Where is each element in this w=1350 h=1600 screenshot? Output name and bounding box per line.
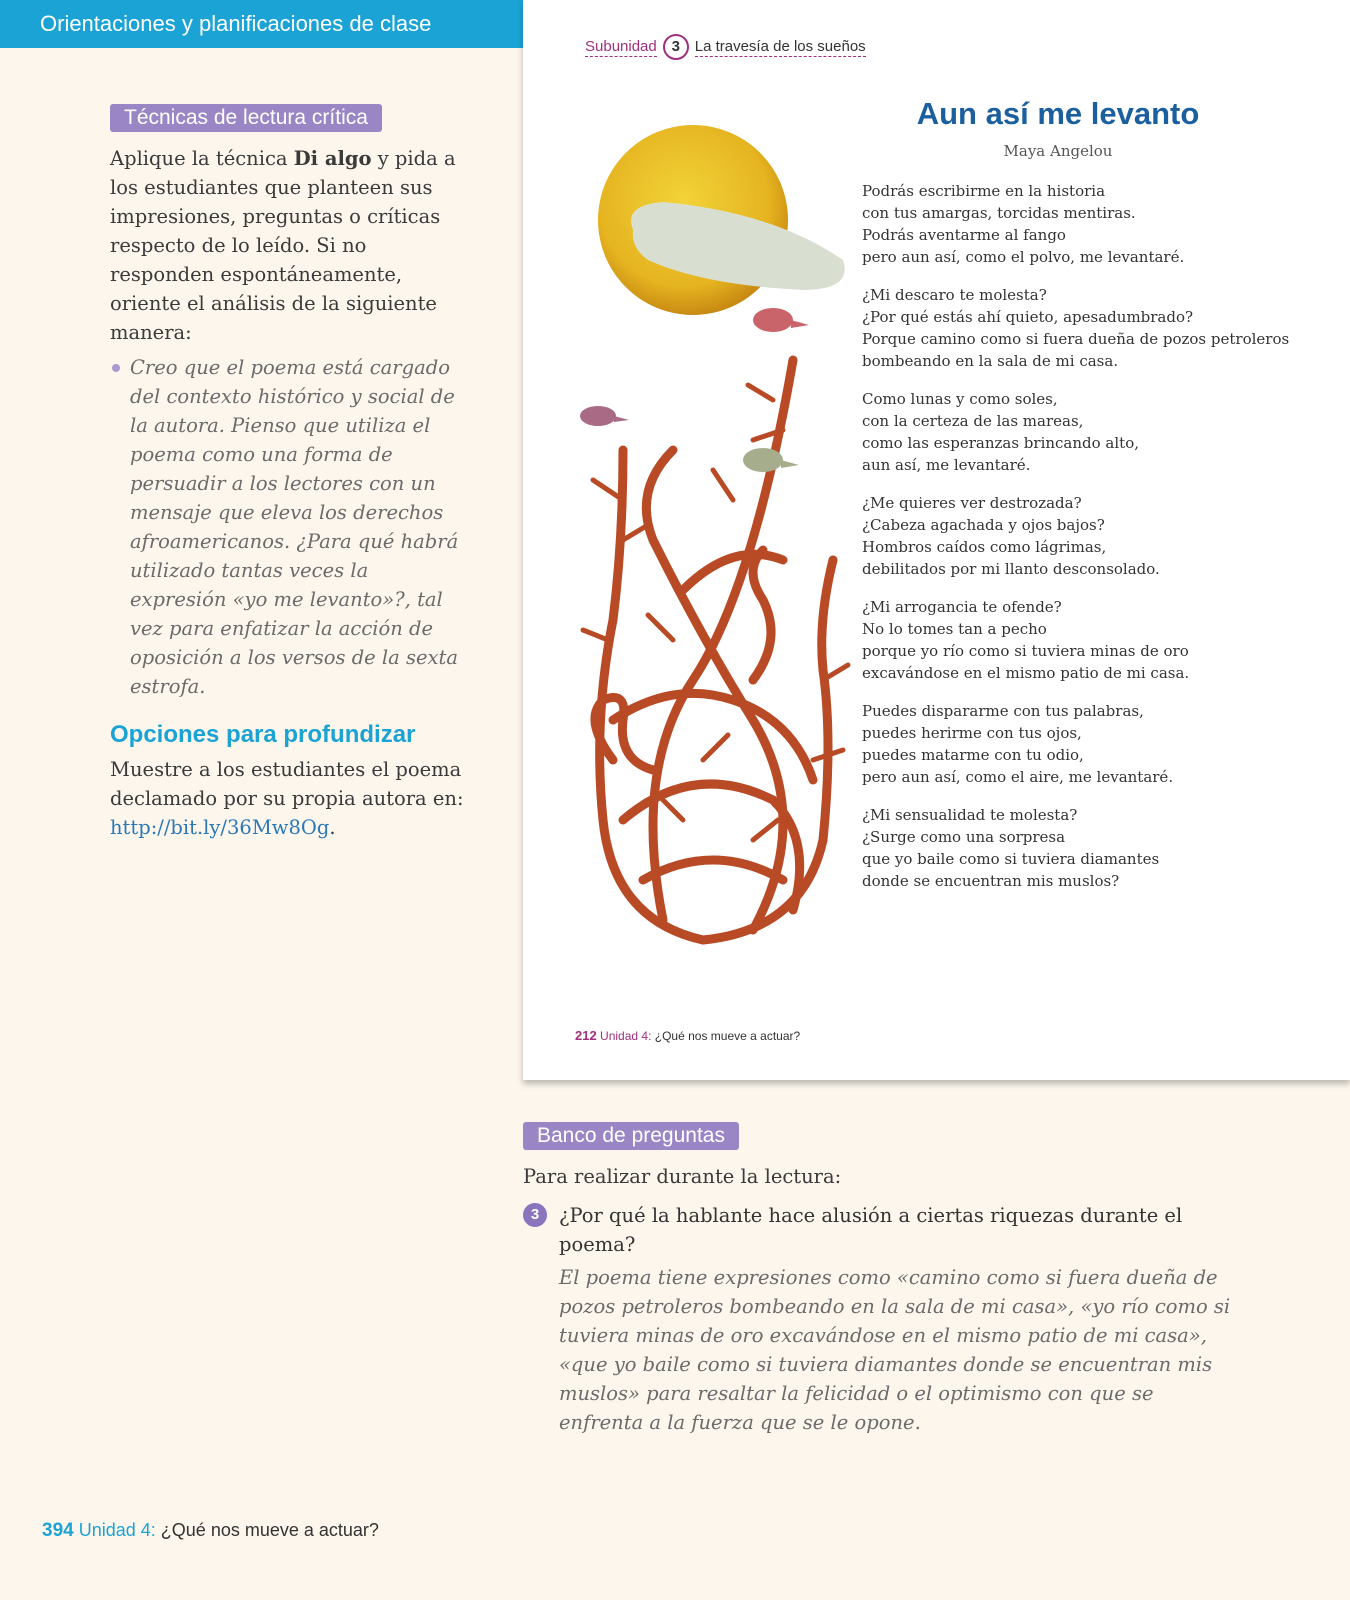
book-page — [523, 0, 1350, 1080]
footer-unit: Unidad 4: — [78, 1520, 156, 1540]
bird-mauve-icon — [580, 406, 616, 426]
example-bullet — [110, 353, 470, 701]
subunit-heading — [585, 34, 866, 60]
question-bank — [523, 1122, 1243, 1437]
question-answer: El poema tiene expresiones como «camino como si fuera dueña de pozos petroleros bombeando en la sala de mi casa», «yo río como si tuviera minas de oro excavándose en el mismo patio de mi casa», «que yo baile como si tuviera diamantes donde se encuentran mis muslos» para resaltar la felicidad o el optimismo con que se enfrenta a la fuerza que se le opone. — [559, 1266, 1231, 1434]
left-column — [110, 104, 470, 842]
bullet-dot-icon — [112, 364, 120, 372]
page-footer — [42, 1520, 379, 1542]
reading-technique-tag: Técnicas de lectura crítica — [110, 104, 382, 132]
intro-text-rest: y pida a los estudiantes que planteen sus impresiones, preguntas o críticas respecto de lo leído. Si no responden espontáneamente, oriente el análisis de la siguiente manera: — [110, 147, 456, 344]
technique-paragraph — [110, 144, 470, 347]
technique-name: Di algo — [293, 147, 372, 170]
book-page-footer — [575, 1028, 800, 1043]
bird-red-icon — [753, 308, 793, 332]
subunit-number: 3 — [663, 34, 689, 60]
profundizar-text: Muestre a los estudiantes el poema declamado por su propia autora en: — [110, 758, 464, 810]
poem-author: Maya Angelou — [1003, 142, 1113, 160]
poem-body — [862, 180, 1332, 908]
video-link[interactable]: http://bit.ly/36Mw8Og — [110, 816, 330, 839]
subunit-label: Subunidad — [585, 37, 657, 55]
book-page-question: ¿Qué nos mueve a actuar? — [654, 1029, 801, 1043]
poem-stanza: ¿Mi sensualidad te molesta? ¿Surge como una sorpresa que yo baile como si tuviera diamantes donde se encuentran mis muslos? — [862, 806, 1160, 890]
book-page-unit: Unidad 4: — [600, 1029, 652, 1043]
poem-illustration — [553, 120, 873, 950]
question-bank-tag: Banco de preguntas — [523, 1122, 739, 1150]
period: . — [329, 816, 336, 839]
footer-question: ¿Qué nos mueve a actuar? — [160, 1520, 379, 1540]
section-title-profundizar: Opciones para profundizar — [110, 721, 416, 748]
profundizar-paragraph — [110, 755, 470, 842]
book-page-number: 212 — [575, 1028, 597, 1043]
poem-stanza: Puedes dispararme con tus palabras, puedes herirme con tus ojos, puedes matarme con tu odio, pero aun así, como el aire, me levantaré. — [862, 702, 1174, 786]
question-text: ¿Por qué la hablante hace alusión a ciertas riquezas durante el poema? — [559, 1204, 1183, 1256]
poem-stanza: ¿Me quieres ver destrozada? ¿Cabeza agachada y ojos bajos? Hombros caídos como lágrimas, debilitados por mi llanto desconsolado. — [862, 494, 1160, 578]
poem-stanza: Como lunas y como soles, con la certeza de las mareas, como las esperanzas brincando alto, aun así, me levantaré. — [862, 390, 1140, 474]
poem-stanza: ¿Mi arrogancia te ofende? No lo tomes tan a pecho porque yo río como si tuviera minas de oro excavándose en el mismo patio de mi casa. — [862, 598, 1190, 682]
page-number: 394 — [42, 1520, 74, 1541]
subunit-title: La travesía de los sueños — [694, 37, 866, 55]
section-header: Orientaciones y planificaciones de clase — [0, 0, 523, 48]
poem-stanza: Podrás escribirme en la historia con tus amargas, torcidas mentiras. Podrás aventarme al fango pero aun así, como el polvo, me levantaré. — [862, 182, 1185, 266]
question-bank-intro: Para realizar durante la lectura: — [523, 1165, 842, 1188]
poem-stanza: ¿Mi descaro te molesta? ¿Por qué estás ahí quieto, apesadumbrado? Porque camino como si fuera dueña de pozos petroleros bombeando en la sala de mi casa. — [862, 286, 1290, 370]
bullet-text: Creo que el poema está cargado del contexto histórico y social de la autora. Pienso que utiliza el poema como una forma de persuadir a los lectores con un mensaje que eleva los derechos afroamericanos. ¿Para qué habrá utilizado tantas veces la expresión «yo me levanto»?, tal vez para enfatizar la acción de oposición a los versos de la sexta estrofa. — [130, 356, 459, 698]
bird-green-icon — [743, 448, 783, 472]
question-item — [523, 1201, 1243, 1437]
intro-text: Aplique la técnica — [110, 147, 294, 170]
poem-title: Aun así me levanto — [916, 96, 1200, 131]
question-number-badge: 3 — [523, 1203, 547, 1227]
thorny-vines — [595, 360, 833, 940]
